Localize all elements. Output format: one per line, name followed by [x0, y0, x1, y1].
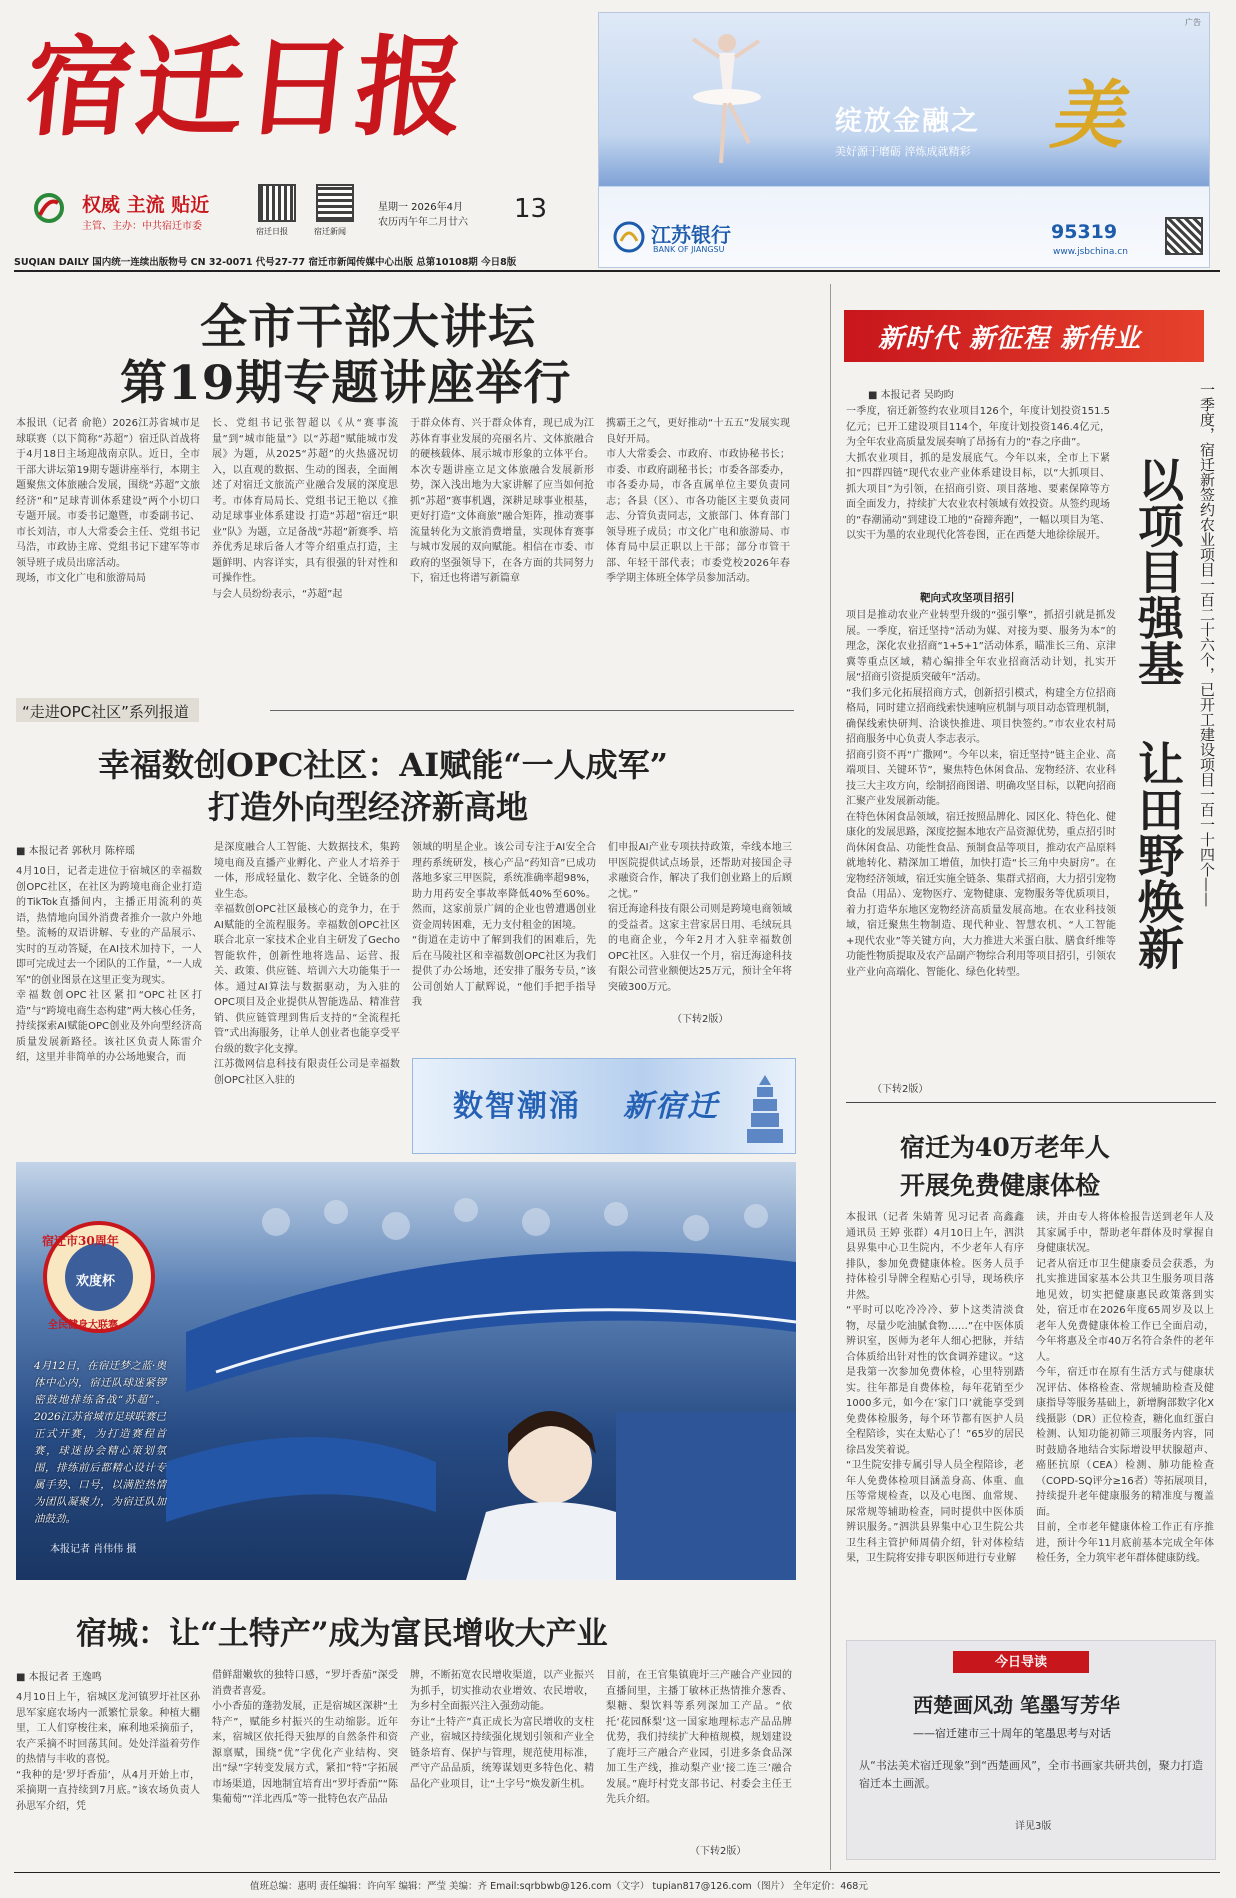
badge-line-3: 全民健身大联赛: [48, 1320, 118, 1331]
right-para-1: 一季度，宿迁新签约农业项目126个，年度计划投资151.5亿元；已开工建设项目114个，年度计划投资146.4亿元，为全年农业高质量发展奏响了昂扬有力的“春之序曲”。 大抓农业项目，抓的是发展底气。今年以来，全市上下紧扣“四群四链”现代农业产业体系建设目标，以“大抓项目、抓大项目”为引领，在招商引资、项目落地、要素保障等方面全面发力，持续扩大农业农村领域有效投资。从签约现场的“春潮涌动”到建设工地的“奋蹄奔跑”，一幅以项目为笔、以实干为墨的农业现代化答卷图，正在西楚大地徐徐展开。: [846, 406, 1110, 541]
date-day: 13: [514, 194, 548, 224]
bank-advertisement[interactable]: [598, 12, 1210, 268]
guide-subtitle: ——宿迁建市三十周年的笔墨思考与对话: [913, 1727, 1111, 1740]
masthead-title: 宿迁日报: [19, 25, 473, 151]
news-photo: [16, 1162, 796, 1580]
logo-mark-icon: [34, 193, 64, 223]
footer-credits: 值班总编：惠明 责任编辑：许向军 编辑：严莹 美编：齐 Email:sqrbbwb@126.com（文字） tupian817@126.com（图片） 全年定价：468元: [250, 1881, 868, 1892]
health-title-1: 宿迁为40万老年人: [900, 1133, 1110, 1162]
guide-label: [953, 1651, 1089, 1673]
opc-series-tag-text: “走进OPC社区”系列报道: [22, 703, 189, 721]
masthead-sponsor: 主管、主办：中共宿迁市委: [82, 221, 202, 232]
right-subhead: 靶向式攻坚项目招引: [920, 592, 1015, 604]
ad-headline: 绽放金融之: [835, 106, 980, 137]
lead-title-2: 第19期专题讲座举行: [120, 356, 572, 411]
guide-text: 从“书法美术宿迁现象”到“西楚画风”，全市书画家共研共创，聚力打造宿迁本土画派。: [859, 1759, 1203, 1790]
opc-byline: ■ 本报记者 郭秋月 陈梓瑶: [16, 846, 135, 857]
right-para-2: 项目是推动农业产业转型升级的“强引擎”，抓招引就是抓发展。一季度，宿迁坚持“活动为媒、对接为要、服务为本”的理念，深化农业招商“1+5+1”活动体系，瞄准长三角、京津冀等重点区域，精心编排全年农业招商活动计划，扎实开展“招商引资提质突破年”活动。 “我们多元化拓展招商方式，创新招引模式，构建全方位招商格局，同时建立招商线索快速响应机制与项目动态管理机制，确保线索快研判、洽谈快推进、项目快签约。”市农业农村局招商服务中心负责人李志表示。 招商引资不再“广撒网”。今年以来，宿迁坚持“链主企业、高端项目、关键环节”，聚焦特色休闲食品、宠物经济、农业科技三大主攻方向，绘制招商图谱、明确攻坚目标，以靶向招商汇聚产业发展新动能。 在特色休闲食品领域，宿迁按照品牌化、园区化、特色化、健康化的发展思路，深度挖掘本地农产品资源优势，重点招引时尚休闲食品、功能性食品、预制食品等项目，推动农产品原料就地转化、精深加工增值，加快打造“长三角中央厨房”。在宠物经济领域，宿迁实施全链条、集群式招商，大力招引宠物食品（用品）、宠物医疗、宠物健康、宠物服务等优质项目，着力打造华东地区宠物经济高质量发展高地。在农业科技领域，宿迁聚焦生物制造、现代种业、智慧农机、“人工智能+现代农业”等关键方向，大力推进大米蛋白肽、膳食纤维等功能性物质提取及农产品副产物综合利用等项目招引，引领农业产业向高端化、智能化、绿色化转型。: [846, 610, 1116, 978]
vertical-headline-2: 让田野焕新: [1131, 740, 1185, 970]
lead-title-1: 全市干部大讲坛: [200, 300, 536, 355]
badge-line-1: 宿迁市30周年: [42, 1234, 119, 1248]
today-guide-box[interactable]: [846, 1640, 1216, 1860]
ad-hotline: 95319: [1051, 221, 1118, 243]
opc-col-1: 4月10日，记者走进位于宿城区的幸福数创OPC社区，在社区为跨境电商企业打造的TikTok直播间内，主播正用流利的英语，热情地向国外消费者推介一款户外地垫。流畅的双语讲解、专业的产品展示、实时的互动答疑，在AI技术加持下，一人即可完成过去一个团队的工作量，“一人成军”的创业图景在这里正变为现实。 幸福数创OPC社区紧扣“OPC社区打造”与“跨境电商生态构建”两大核心任务，持续探索AI赋能OPC创业及外向型经济高质量发展新路径。该社区负责人陈雷介绍，这里并非简单的办公场地聚合，而: [16, 866, 202, 1063]
opc-col-2: 是深度融合人工智能、大数据技术，集跨境电商及直播产业孵化、产业人才培养于一体，形成轻量化、数字化、全链条的创业生态。 幸福数创OPC社区最核心的竞争力，在于AI赋能的全流程服务。幸福数创OPC社区联合北京一家技术企业自主研发了Gecho智能软件，创新性地将选品、运营、报关、政策、供应链、培训六大功能集于一体。通过AI算法与数据驱动，为入驻的OPC项目及企业提供从智能选品、精准营销、供应链管理到售后支持的“全流程托管”式出海服务，让单人创业者也能享受平台级的数字化支撑。 江苏微网信息科技有限责任公司是幸福数创OPC社区入驻的: [214, 842, 400, 1086]
sucheng-col-4: 目前，在王官集镇鹿圩三产融合产业园的直播间里，主播丁敏林正热情推介葱香、梨糖、梨饮料等系列深加工产品。“依托‘花园酥梨’这一国家地理标志产品品牌优势，我们持续扩大种植规模，规划建设了鹿圩三产融合产业园，引进多条食品深加工生产线，推动梨产业‘接二连三’融合发展。”鹿圩村党支部书记、村委会主任王先兵介绍。: [606, 1670, 792, 1805]
era-banner-text: 新时代 新征程 新伟业: [878, 324, 1142, 354]
sucheng-col-2: 借鲜甜嫩软的独特口感，“罗圩香茄”深受消费者喜爱。 小小香茄的蓬勃发展，正是宿城区深耕“土特产”，赋能乡村振兴的生动缩影。近年来，宿城区依托得天独厚的自然条件和资源禀赋，围绕“优”字优化产业结构、突出“绿”字转变发展方式，紧扣“特”字拓展市场渠道，因地制宜培育出“罗圩香茄”“陈集葡萄”“洋北西瓜”等一批特色农产品品: [212, 1670, 398, 1805]
right-byline: ■ 本报记者 吴昀昀: [868, 390, 954, 401]
ad-qr-code[interactable]: [1165, 217, 1203, 255]
lunar-line: 农历丙午年二月廿六: [378, 217, 468, 228]
era-banner: [844, 310, 1204, 362]
health-col-1: 本报讯（记者 朱婧菁 见习记者 高鑫鑫 通讯员 王婷 张群）4月10日上午，泗洪县界集中心卫生院内，不少老年人有序排队，参加免费健康体检。医务人员手持体检引导牌全程贴心引导，现场秩序井然。 “平时可以吃冷冷冷、萝卜这类清淡食物，尽量少吃油腻食物……”在中医体质辨识室，医师为老年人细心把脉，并结合体质给出针对性的饮食调养建议。“这是我第一次参加免费体检，心里特别踏实。往年都是自费体检，每年花销至少1000多元，如今在‘家门口’就能享受到免费体检服务，每个环节都有医护人员全程陪诊，实在太贴心了！”65岁的居民徐昌发笑着说。 “卫生院安排专属引导人员全程陪诊，老年人免费体检项目涵盖身高、体重、血压等常规检查，以及心电图、血常规、尿常规等辅助检查，同时提供中医体质辨识服务。”泗洪县界集中心卫生院公共卫生科主管护师周倩介绍，针对体检结果，卫生院将安排专职医师进行专业解: [846, 1212, 1024, 1564]
right-continue: （下转2版）: [872, 1084, 929, 1095]
opc-col-3: 领域的明星企业。该公司专注于AI安全合理药系统研发，核心产品“药知音”已成功落地多家三甲医院，系统准确率超98%，助力用药安全事故率降低40%至60%。然而，这家前景广阔的企业也曾遭遇创业资金周转困难，无力支付租金的困境。 “街道在走访中了解到我们的困难后，先后在马陵社区和幸福数创OPC社区为我们提供了办公场地，还安排了服务专员，”该公司创始人丁献辉说，“他们手把手指导我: [412, 842, 596, 1008]
lead-col-2: 长、党组书记张智超以《从“赛事流量”到“城市能量”》以“苏超”赋能城市发展》为题，从2025“苏超”的火热盛况切入，以直观的数据、生动的图表，全面阐述了对宿迁文旅流产业融合发展的深度思考。市体育局局长、党组书记王艳以《推动足球事业体系建设 打造“苏超”宿迁“职业”队》为题，立足备战“苏超”新赛季、培养优秀足球后备人才等介绍重点打造，主题鲜明、内容详实，具有很强的针对性和可操作性。 与会人员纷纷表示，“苏超”起: [212, 418, 398, 600]
qr-code-1[interactable]: [258, 184, 296, 222]
date-line: 星期一 2026年4月: [378, 202, 463, 213]
column-divider: [830, 284, 831, 1870]
badge-line-2: 欢度杯: [76, 1274, 116, 1289]
sucheng-col-1: 4月10日上午，宿城区龙河镇罗圩社区孙思军家庭农场内一派繁忙景象。种植大棚里，工人们穿梭往来，麻利地采摘茄子，农产采摘不时回荡其间。处处洋溢着劳作的热情与丰收的喜悦。 “我种的是‘罗圩香茄’，从4月开始上市，采摘期一直持续到7月底。”该农场负责人孙思军介绍，凭: [16, 1692, 200, 1812]
opc-series-rule: [270, 710, 794, 711]
lead-col-3: 于群众体育、兴于群众体育，现已成为江苏体育事业发展的亮丽名片、文体旅融合的硬核载体、展示城市形象的立体平台。本次专题讲座立足文体旅融合发展新形势，深入浅出地为大家讲解了应当如何抢抓“苏超”赛事机遇，深耕足球事业根基，更好打造“文体商旅”融合矩阵，推动赛事流量转化为文旅消费增量，实现体育赛事与城市发展的双向赋能。相信在市委、市政府的坚强领导下，在各方面的共同努力下，宿迁也将谱写新篇章: [410, 418, 594, 584]
guide-label-text: 今日导读: [994, 1655, 1047, 1670]
photo-caption: 4月12日，在宿迁梦之蓝·奥体中心内，宿迁队球迷紧锣密鼓地排练备战“苏超”。2026江苏省城市足球联赛已正式开赛，为打造赛程首赛，球迷协会精心策划氛围，排练前后都精心设计专属手势、口号，以满腔热情为团队凝聚力，为宿迁队加油鼓劲。: [34, 1360, 166, 1525]
vertical-headline-1: 以项目强基: [1131, 456, 1185, 686]
pagoda-icon: [741, 1071, 789, 1147]
digital-banner-text-1: 数智潮涌: [453, 1089, 581, 1124]
ad-subline: 美好源于磨砺 淬炼成就精彩: [835, 145, 971, 158]
guide-page-link[interactable]: 详见3版: [1015, 1821, 1052, 1832]
sucheng-title: 宿城：让“土特产”成为富民增收大产业: [76, 1616, 608, 1652]
footer-divider: [14, 1872, 1220, 1873]
sucheng-byline: ■ 本报记者 王逸鸣: [16, 1672, 102, 1683]
sucheng-continue: （下转2版）: [690, 1846, 747, 1857]
sucheng-col-3: 牌，不断拓宽农民增收渠道，以产业振兴为抓手，切实推动农业增效、农民增收，为乡村全面振兴注入强劲动能。 夯让“土特产”真正成长为富民增收的支柱产业，宿城区持续强化规划引领和产业全链条培育、保护与管理，规范使用标准，严守产品品质，统筹谋划更多特色化、精品化产业项目，让“土字号”焕发新生机。: [410, 1670, 594, 1790]
masthead: [0, 0, 1236, 272]
ad-corner-label: 广告: [1185, 18, 1201, 27]
vertical-subhead: 一季度，宿迁新签约农业项目一百二十六个，已开工建设项目一百一十四个——: [1198, 382, 1216, 907]
lead-col-4: 携霸王之气，更好推动“十五五”发展实现良好开局。 市人大常委会、市政府、市政协秘书长；市委、市政府副秘书长；市委各部委办，市各委办局，市各直属单位主要负责同志；各县（区）、市各功能区主要负责同志、分管负责同志，文旅部门、体育部门领导班子成员；市文化广电和旅游局、市体育局中层正职以上干部；部分市管干部、年轻干部代表；市委党校2026年春季学期主体班全体学员参加活动。: [606, 418, 790, 584]
anniversary-badge: [34, 1212, 164, 1362]
masthead-divider: [14, 270, 1220, 272]
bank-logo-icon: [613, 221, 645, 253]
guide-title: 西楚画风劲 笔墨写芳华: [913, 1693, 1120, 1717]
opc-title-1: 幸福数创OPC社区：AI赋能“一人成军”: [98, 746, 669, 784]
lead-col-1: 本报讯（记者 俞艳）2026江苏省城市足球联赛（以下简称“苏超”）宿迁队首战将于4月18日主场迎战南京队。近日，全市干部大讲坛第19期专题讲座举行，本期主题聚焦文体旅融合发展，围绕“苏超”文旅经济“和”足球青训体系建设”两个小切口专题开展。市委书记邀暨，市委副书记、市长刘洁，市人大常委会主任、党组书记马浩，市政协主席、党组书记下建军等市领导班子成员出席活动。 现场，市文化广电和旅游局局: [16, 418, 200, 584]
dancer-figure: [679, 23, 769, 173]
qr-code-2-label: 宿迁新闻: [314, 227, 346, 236]
opc-series-tag: [16, 698, 199, 722]
opc-col-4: 们申报AI产业专项扶持政策，牵线本地三甲医院提供试点场景，还帮助对接国企寻求融资合作，解决了我们创业路上的后顾之忧。” 宿迁海途科技有限公司则是跨境电商领域的受益者。这家主营家居日用、毛绒玩具的电商企业，今年2月才入驻幸福数创OPC社区。入驻仅一个月，宿迁海途科技有限公司营业额便达25万元，预计全年将突破300万元。: [608, 842, 792, 993]
digital-banner-text-2: 新宿迁: [623, 1089, 719, 1124]
bank-name-en: BANK OF JIANGSU: [653, 245, 725, 254]
right-section-rule: [846, 1102, 1216, 1103]
info-bar: SUQIAN DAILY 国内统一连续出版物号 CN 32-0071 代号27-77 宿迁市新闻传媒中心出版 总第10108期 今日8版: [14, 257, 517, 268]
masthead-slogan: 权威 主流 贴近: [82, 194, 210, 216]
photo-credit: 本报记者 肖伟伟 摄: [50, 1544, 137, 1555]
health-title-2: 开展免费健康体检: [900, 1171, 1101, 1200]
health-col-2: 读，并由专人将体检报告送到老年人及其家属手中，帮助老年群体及时掌握自身健康状况。 记者从宿迁市卫生健康委员会获悉，为扎实推进国家基本公共卫生服务项目落地见效，切实把健康惠民政策落到实处，宿迁市在2026年度65周岁及以上老年人免费健康体检工作已全面启动，今年将惠及全市40万名符合条件的老年人。 今年，宿迁市在原有生活方式与健康状况评估、体格检查、常规辅助检查及健康指导等服务基础上，新增胸部数字化X线摄影（DR）正位检查，糖化血红蛋白检测、认知功能初筛三项服务内容，同时鼓励各地结合实际增设甲状腺超声、癌胚抗原（CEA）检测、肺功能检查（COPD-SQ评分≥16者）等拓展项目，持续提升老年健康服务的精准度与覆盖面。 目前，全市老年健康体检工作正有序推进，预计今年11月底前基本完成全年体检任务，全力筑牢老年群体健康防线。: [1036, 1212, 1214, 1564]
bank-name-cn: 江苏银行: [651, 223, 731, 247]
opc-continue: （下转2版）: [672, 1014, 729, 1025]
ad-url[interactable]: www.jsbchina.cn: [1053, 247, 1128, 257]
qr-code-1-label: 宿迁日报: [256, 227, 288, 236]
ad-headline-big: 美: [1049, 73, 1123, 159]
qr-code-2[interactable]: [316, 184, 354, 222]
digital-banner: [412, 1058, 796, 1154]
opc-title-2: 打造外向型经济新高地: [208, 788, 529, 826]
